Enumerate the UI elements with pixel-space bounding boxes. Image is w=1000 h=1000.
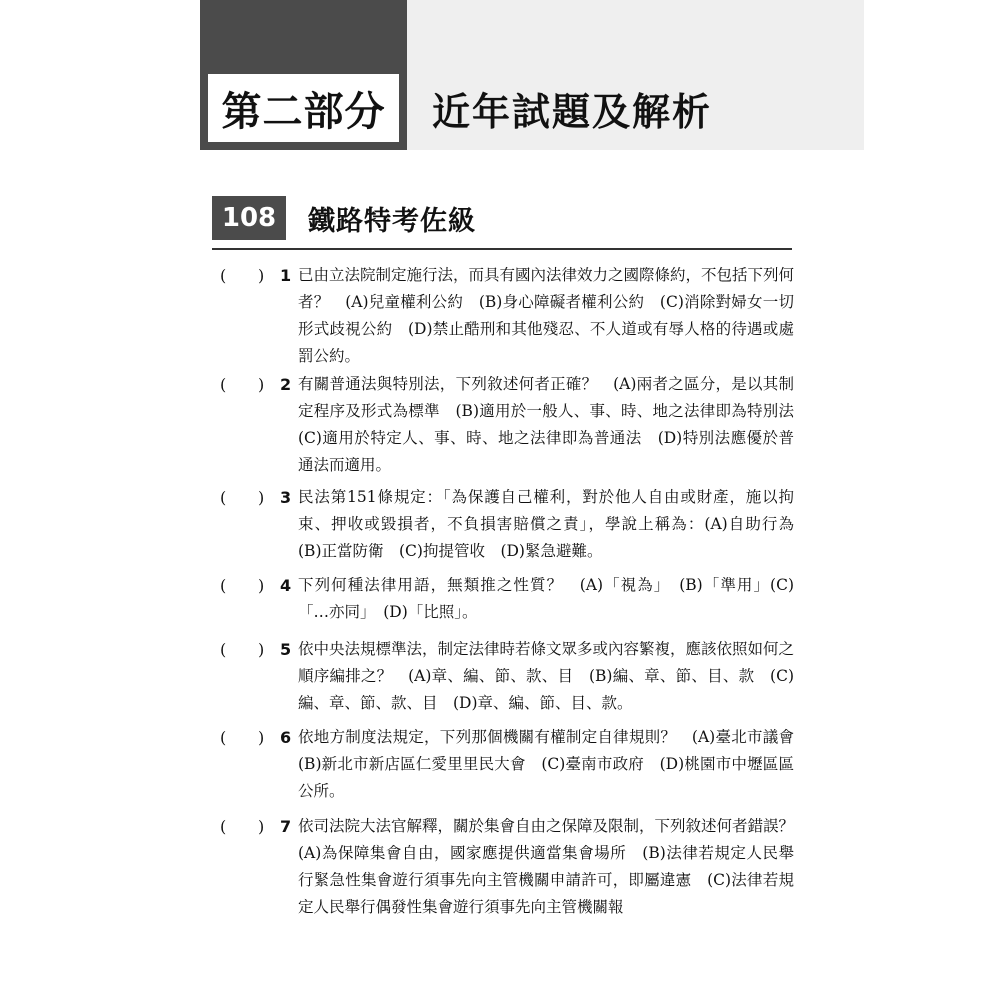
answer-blank-close: ) (258, 266, 265, 285)
section-number-badge: 108 (212, 196, 286, 240)
question-text: 依地方制度法規定，下列那個機關有權制定自律規則？ (A)臺北市議會 (B)新北市新店區仁愛里里民大會 (C)臺南市政府 (D)桃園市中壢區區公所。 (298, 728, 810, 800)
answer-blank-close: ) (258, 640, 265, 659)
question-number: 5 (280, 640, 292, 659)
question-text: 下列何種法律用語，無類推之性質？ (A)「視為」 (B)「準用」(C)「…亦同」 (D)「比照」。 (298, 576, 794, 621)
answer-blank-close: ) (258, 728, 265, 747)
answer-blank-open: ( (220, 488, 227, 507)
answer-blank-open: ( (220, 375, 227, 394)
question-text: 民法第151條規定：「為保護自己權利，對於他人自由或財產，施以拘束、押收或毀損者，不負損害賠償之責」，學說上稱為：(A)自助行為 (B)正當防衛 (C)拘提管收 (D)緊急避難。 (298, 488, 810, 560)
answer-blank-close: ) (258, 375, 265, 394)
question-number: 1 (280, 266, 292, 285)
answer-blank-close: ) (258, 576, 265, 595)
question-text: 依司法院大法官解釋，關於集會自由之保障及限制，下列敘述何者錯誤？ (A)為保障集會自由，國家應提供適當集會場所 (B)法律若規定人民舉行緊急性集會遊行須事先向主管機關申請許可，即屬違憲 (C)法律若規定人民舉行偶發性集會遊行須事先向主管機關報 (298, 817, 810, 916)
question-number: 6 (280, 728, 292, 747)
answer-blank-open: ( (220, 576, 227, 595)
question-number: 7 (280, 817, 292, 836)
part-label: 第二部分 (208, 74, 399, 142)
answer-blank-open: ( (220, 817, 227, 836)
answer-blank-close: ) (258, 817, 265, 836)
question-text: 有關普通法與特別法，下列敘述何者正確？ (A)兩者之區分，是以其制定程序及形式為標準 (B)適用於一般人、事、時、地之法律即為特別法 (C)適用於特定人、事、時、地之法律即為普通法 (D)特別法應優於普通法而適用。 (298, 375, 810, 474)
question-text: 已由立法院制定施行法，而具有國內法律效力之國際條約，不包括下列何者？ (A)兒童權利公約 (B)身心障礙者權利公約 (C)消除對婦女一切形式歧視公約 (D)禁止酷刑和其他殘忍、不人道或有辱人格的待遇或處罰公約。 (298, 266, 795, 365)
section-title: 鐵路特考佐級 (308, 205, 476, 237)
question-number: 2 (280, 375, 292, 394)
part-title: 近年試題及解析 (432, 89, 713, 134)
question-text: 依中央法規標準法，制定法律時若條文眾多或內容繁複，應該依照如何之順序編排之？ (A)章、編、節、款、目 (B)編、章、節、目、款 (C)編、章、節、款、目 (D)章、編、節、目、款。 (298, 640, 795, 712)
answer-blank-close: ) (258, 488, 265, 507)
section-divider (212, 248, 792, 250)
answer-blank-open: ( (220, 728, 227, 747)
answer-blank-open: ( (220, 266, 227, 285)
answer-blank-open: ( (220, 640, 227, 659)
question-number: 4 (280, 576, 292, 595)
question-number: 3 (280, 488, 292, 507)
